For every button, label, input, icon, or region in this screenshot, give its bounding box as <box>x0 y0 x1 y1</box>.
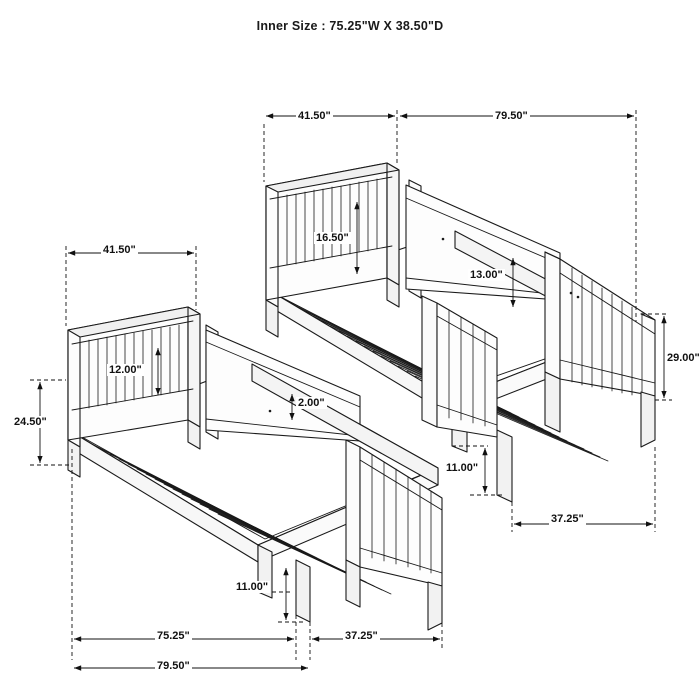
dim-label-79-50-front: 79.50" <box>157 660 190 672</box>
dim-label-11-00-back: 11.00" <box>446 462 479 474</box>
page-title: Inner Size : 75.25"W X 38.50"D <box>256 19 444 33</box>
dim-label-11-00-front: 11.00" <box>236 581 269 593</box>
dim-label-37-25-front: 37.25" <box>345 630 378 642</box>
dim-label-24-50: 24.50" <box>14 416 47 428</box>
dim-label-29-00: 29.00" <box>667 352 700 364</box>
dim-label-41-50-back: 41.50" <box>298 110 331 122</box>
dim-label-16-50: 16.50" <box>316 232 349 244</box>
dim-label-12-00: 12.00" <box>109 364 142 376</box>
dim-label-75-25: 75.25" <box>157 630 190 642</box>
dim-label-79-50-back: 79.50" <box>495 110 528 122</box>
dim-label-2-00: 2.00" <box>298 397 325 409</box>
dim-label-13-00: 13.00" <box>470 269 503 281</box>
dim-label-41-50-front: 41.50" <box>103 244 136 256</box>
dim-label-37-25-back: 37.25" <box>551 513 584 525</box>
